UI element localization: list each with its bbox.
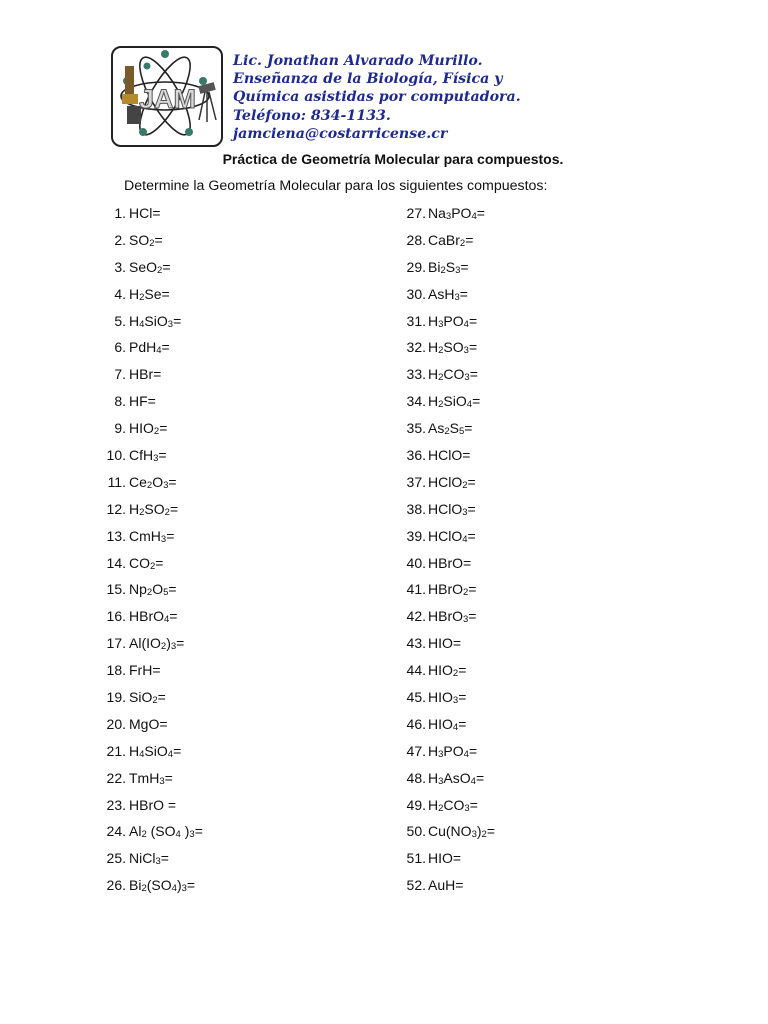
logo-text: JAM: [139, 84, 197, 114]
exercise-number: 27.: [406, 205, 426, 221]
exercise-item: [103, 364, 162, 391]
header-author: Lic. Jonathan Alvarado Murillo.: [233, 53, 483, 69]
exercise-item: [402, 445, 471, 472]
exercise-formula: PdH$_4$=: [129, 339, 170, 357]
exercise-number: 2.: [114, 231, 126, 248]
exercise-number: 34.: [406, 393, 426, 410]
exercise-number: 48.: [406, 769, 426, 786]
exercise-number: 31.: [406, 312, 426, 329]
exercise-number: 15.: [106, 581, 126, 598]
exercise-formula: $H_3PO_4=$: [428, 312, 478, 330]
exercise-number: 42.: [406, 608, 426, 625]
exercise-item: [402, 714, 467, 741]
header-subject-2: Química asistidas por computadora.: [233, 89, 521, 106]
exercise-formula: $SO_2=$: [129, 231, 163, 249]
exercise-formula: $Np_2O_5=$: [129, 581, 177, 599]
exercise-number: 39.: [406, 527, 426, 544]
exercise-formula: HIO=: [428, 850, 462, 867]
exercise-item: [402, 499, 476, 526]
exercise-formula: $Na_3PO_4=$: [428, 205, 485, 222]
exercise-formula: HBrO=: [428, 554, 472, 571]
exercise-number: 4.: [114, 285, 126, 302]
exercise-number: 45.: [406, 689, 426, 706]
exercise-item: [103, 848, 169, 875]
exercise-item: [103, 687, 166, 714]
exercise-item: [103, 257, 171, 284]
exercise-formula: $H_4SiO_3=$: [129, 312, 182, 330]
exercise-item: [402, 660, 467, 687]
header-contact-block: [233, 52, 521, 143]
exercise-formula: $Bi_2S_3=$: [428, 258, 469, 276]
exercise-number: 9.: [114, 420, 126, 437]
exercise-number: 22.: [106, 769, 126, 786]
exercise-item: [103, 391, 156, 418]
exercise-formula: CmH$_3$=: [129, 527, 175, 545]
exercise-item: [103, 714, 168, 741]
exercise-list-right: [402, 203, 496, 902]
header-phone: Teléfono: 834-1133.: [233, 107, 391, 124]
exercise-number: 47.: [406, 742, 426, 759]
logo: [111, 46, 223, 147]
exercise-formula: HIO=: [428, 635, 462, 652]
exercise-formula: $CO_2=$: [129, 554, 164, 572]
exercise-item: [103, 311, 182, 338]
exercise-formula: $H_2SiO_4=$: [428, 393, 481, 411]
exercise-item: [402, 875, 464, 902]
page-title: Práctica de Geometría Molecular para compuestos.: [222, 151, 564, 167]
exercise-formula: HBrO =: [129, 796, 177, 813]
exercise-formula: HBr=: [129, 366, 162, 383]
exercise-item: [103, 284, 170, 311]
exercise-formula: AuH=: [428, 877, 464, 894]
exercise-number: 35.: [406, 420, 426, 437]
exercise-item: [402, 526, 476, 553]
exercise-item: [103, 768, 173, 795]
exercise-item: [402, 284, 468, 311]
exercise-number: 33.: [406, 366, 426, 383]
exercise-number: 10.: [106, 447, 126, 464]
exercise-number: 24.: [106, 823, 126, 840]
exercise-formula: $HIO_2=$: [428, 662, 467, 680]
exercise-number: 40.: [406, 554, 426, 571]
exercise-item: [402, 230, 474, 257]
exercise-number: 38.: [406, 500, 426, 517]
exercise-item: [402, 768, 485, 795]
exercise-formula: NiCl$_3$=: [129, 850, 169, 868]
exercise-item: [103, 553, 164, 580]
exercise-number: 16.: [106, 608, 126, 625]
instructions: Determine la Geometría Molecular para los siguientes compuestos:: [124, 178, 548, 194]
exercise-formula: $H_2CO_3=$: [428, 366, 478, 384]
exercise-number: 25.: [106, 850, 126, 867]
exercise-number: 28.: [406, 231, 426, 248]
exercise-formula: SeO$_2$=: [129, 258, 171, 276]
exercise-item: [402, 687, 467, 714]
exercise-number: 6.: [114, 339, 126, 356]
exercise-number: 37.: [406, 473, 426, 490]
exercise-formula: TmH$_3$=: [129, 769, 173, 787]
exercise-item: [402, 418, 473, 445]
exercise-item: [402, 633, 462, 660]
exercise-number: 20.: [106, 715, 126, 732]
exercise-item: [402, 257, 469, 284]
exercise-number: 36.: [406, 447, 426, 464]
exercise-item: [402, 553, 472, 580]
exercise-formula: $H_2SO_2=$: [129, 500, 179, 518]
exercise-number: 3.: [114, 258, 126, 275]
exercise-item: [402, 472, 476, 499]
exercise-formula: $H_4SiO_4=$: [129, 742, 182, 760]
exercise-item: [103, 337, 170, 364]
exercise-formula: HBrO$_4$=: [129, 608, 178, 626]
exercise-formula: $Bi_2(SO_4)_3=$: [129, 877, 196, 895]
exercise-formula: $H_3PO_4=$: [428, 742, 478, 760]
exercise-item: [402, 821, 496, 848]
exercise-number: 21.: [106, 742, 126, 759]
exercise-number: 19.: [106, 689, 126, 706]
exercise-number: 13.: [106, 527, 126, 544]
exercise-number: 8.: [114, 393, 126, 410]
exercise-number: 50.: [406, 823, 426, 840]
exercise-item: [402, 311, 478, 338]
exercise-number: 43.: [406, 635, 426, 652]
exercise-formula: AsH$_3$=: [428, 285, 468, 303]
exercise-formula: $Ce_2O_3=$: [129, 473, 177, 491]
exercise-number: 11.: [107, 473, 126, 490]
exercise-number: 23.: [106, 796, 126, 813]
exercise-number: 51.: [406, 850, 426, 867]
exercise-formula: $Al_2$ ($SO_4$ )$_3=$: [129, 823, 203, 841]
exercise-formula: HCl=: [129, 205, 161, 221]
exercise-formula: HClO$_3$=: [428, 500, 476, 518]
exercise-item: [402, 848, 462, 875]
exercise-number: 26.: [106, 877, 126, 894]
exercise-formula: HBrO$_2$=: [428, 581, 477, 599]
exercise-formula: SiO$_2$=: [129, 689, 166, 707]
exercise-item: [103, 875, 196, 902]
exercise-item: [402, 741, 478, 768]
exercise-item: [103, 606, 178, 633]
exercise-number: 49.: [406, 796, 426, 813]
exercise-formula: $HIO_2=$: [129, 420, 168, 438]
exercise-number: 52.: [406, 877, 426, 894]
exercise-formula: CaBr$_2$=: [428, 231, 474, 249]
exercise-item: [103, 418, 168, 445]
exercise-number: 17.: [106, 635, 126, 652]
exercise-item: [103, 579, 177, 606]
exercise-number: 32.: [406, 339, 426, 356]
header-subject: Enseñanza de la Biología, Física y: [233, 71, 503, 88]
exercise-item: [103, 633, 185, 660]
exercise-formula: $H_2CO_3=$: [428, 796, 478, 814]
atom-logo-icon: [113, 48, 221, 145]
exercise-formula: $HIO_4=$: [428, 715, 467, 733]
exercise-formula: $As_2S_5=$: [428, 420, 473, 438]
exercise-formula: $H_3AsO_4=$: [428, 769, 485, 787]
exercise-item: [103, 472, 177, 499]
exercise-number: 29.: [406, 258, 426, 275]
exercise-formula: HClO=: [428, 447, 471, 464]
exercise-item: [103, 230, 163, 257]
header-email: jamciena@costarricense.cr: [233, 125, 448, 142]
exercise-item: [402, 391, 481, 418]
exercise-item: [402, 579, 477, 606]
exercise-item: [103, 526, 175, 553]
exercise-formula: CfH$_3$=: [129, 447, 167, 465]
exercise-item: [402, 203, 485, 230]
exercise-item: [103, 795, 177, 822]
exercise-number: 5.: [114, 312, 126, 329]
exercise-formula: HBrO$_3$=: [428, 608, 477, 626]
exercise-item: [402, 795, 478, 822]
exercise-formula: HClO$_2$=: [428, 473, 476, 491]
exercise-formula: $Al(IO_2)_3=$: [129, 635, 185, 653]
exercise-number: 41.: [406, 581, 426, 598]
exercise-item: [103, 499, 179, 526]
exercise-number: 46.: [406, 715, 426, 732]
exercise-formula: $HIO_3=$: [428, 689, 467, 707]
exercise-number: 18.: [106, 662, 126, 679]
exercise-number: 30.: [406, 285, 426, 302]
exercise-number: 7.: [114, 366, 126, 383]
exercise-list-left: [103, 203, 203, 902]
exercise-formula: $Cu(NO_3)_2=$: [428, 823, 496, 841]
exercise-number: 1.: [114, 205, 126, 221]
exercise-item: [402, 364, 478, 391]
exercise-item: [103, 445, 167, 472]
exercise-formula: HF=: [129, 393, 156, 410]
exercise-item: [103, 821, 203, 848]
exercise-formula: FrH=: [129, 662, 161, 679]
exercise-formula: $H_2SO_3=$: [428, 339, 478, 357]
exercise-item: [402, 337, 478, 364]
exercise-number: 12.: [106, 500, 126, 517]
exercise-formula: $H_2Se=$: [129, 285, 170, 303]
exercise-item: [402, 606, 477, 633]
exercise-item: [103, 741, 182, 768]
exercise-item: [103, 203, 161, 230]
exercise-number: 14.: [106, 554, 126, 571]
exercise-number: 44.: [406, 662, 426, 679]
exercise-formula: HClO$_4$=: [428, 527, 476, 545]
exercise-formula: MgO=: [129, 715, 168, 732]
exercise-item: [103, 660, 161, 687]
